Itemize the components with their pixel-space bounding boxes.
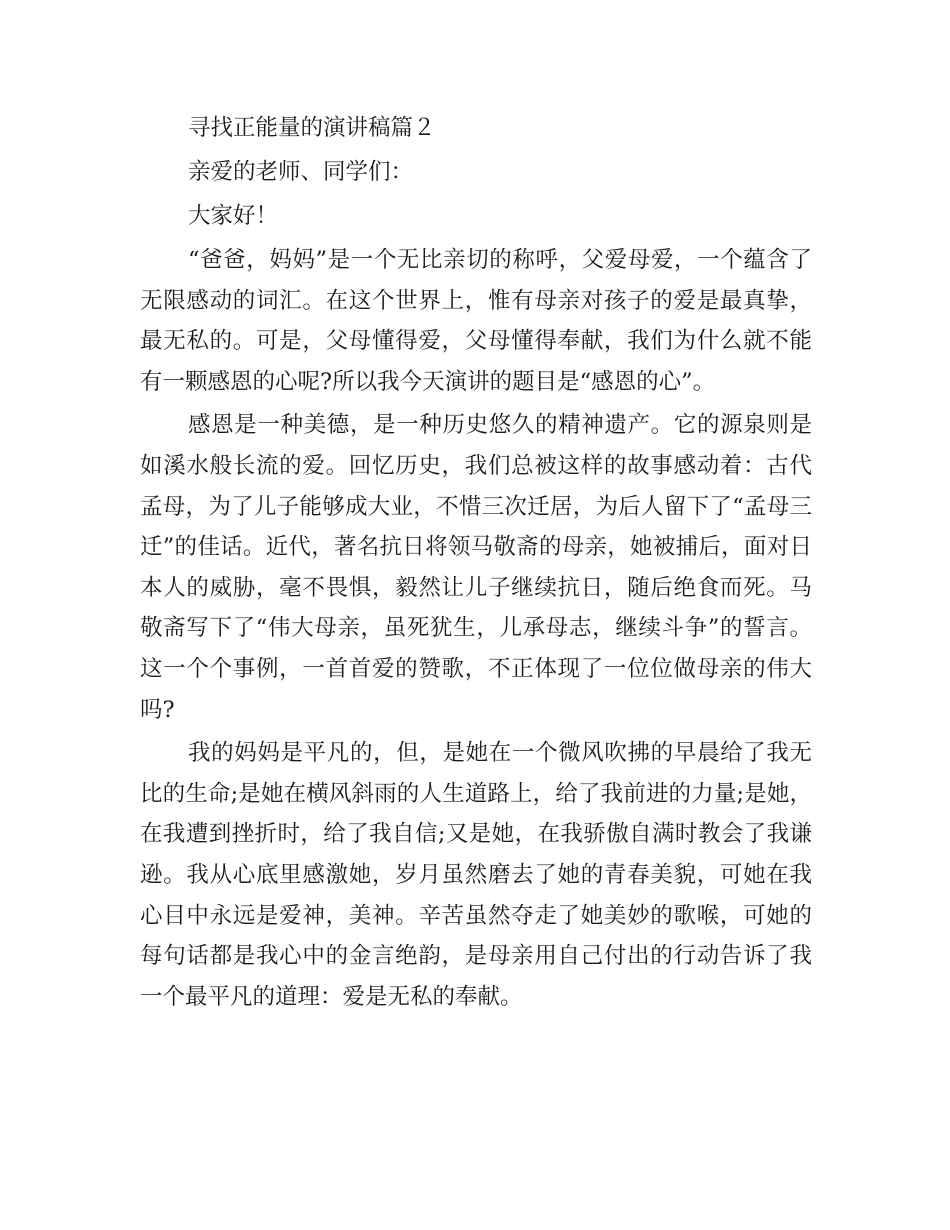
greeting: 大家好！ [188,203,279,229]
document-page [140,108,812,1020]
paragraph-3: 我的妈妈是平凡的，但，是她在一个微风吹拂的早晨给了我无比的生命;是她在横风斜雨的人生道路上，给了我前进的力量;是她，在我遭到挫折时，给了我自信;又是她，在我骄傲自满时教会了我谦逊。我从心底里感激她，岁月虽然磨去了她的青春美貌，可她在我心目中永远是爱神，美神。辛苦虽然夺走了她美妙的歌喉，可她的每句话都是我心中的金言绝韵，是母亲用自己付出的行动告诉了我一个最平凡的道理：爱是无私的奉献。 [140,740,812,1010]
paragraph-1: “爸爸，妈妈”是一个无比亲切的称呼，父爱母爱，一个蕴含了无限感动的词汇。在这个世界上，惟有母亲对孩子的爱是最真挚，最无私的。可是，父母懂得爱，父母懂得奉献，我们为什么就不能有一颗感恩的心呢?所以我今天演讲的题目是“感恩的心”。 [140,247,812,395]
document-title: 寻找正能量的演讲稿篇２ [188,115,436,141]
salutation: 亲爱的老师、同学们： [188,159,414,185]
paragraph-2: 感恩是一种美德，是一种历史悠久的精神遗产。它的源泉则是如溪水般长流的爱。回忆历史，我们总被这样的故事感动着：古代孟母，为了儿子能够成大业，不惜三次迁居，为后人留下了“孟母三迁”的佳话。近代，著名抗日将领马敬斋的母亲，她被捕后，面对日本人的威胁，毫不畏惧，毅然让儿子继续抗日，随后绝食而死。马敬斋写下了“伟大母亲，虽死犹生，儿承母志，继续斗争”的誓言。这一个个事例，一首首爱的赞歌，不正体现了一位位做母亲的伟大吗? [140,412,812,723]
